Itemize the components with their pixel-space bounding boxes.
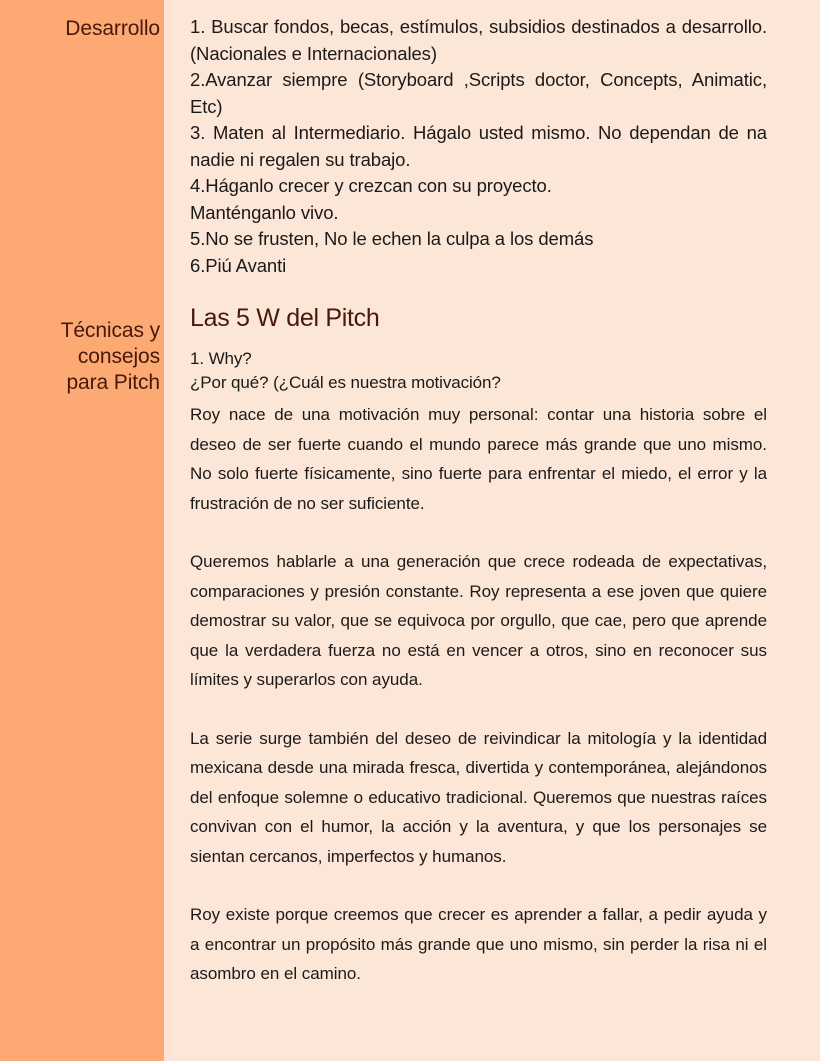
spacer	[190, 695, 767, 724]
sidebar-label-desarrollo-text: Desarrollo	[65, 17, 160, 40]
desarrollo-item-6: 6.Piú Avanti	[190, 254, 287, 276]
desarrollo-item-5: 5.No se frusten, No le echen la culpa a los demás	[190, 228, 594, 249]
spacer	[190, 871, 767, 900]
column-divider	[164, 0, 172, 1061]
pitch-question-number: 1. Why?	[190, 349, 252, 368]
desarrollo-item-2: 2.Avanzar siempre (Storyboard ,Scripts doctor, Concepts, Animatic, Etc)	[190, 69, 767, 117]
sidebar-label-desarrollo	[0, 16, 164, 42]
pitch-paragraph-2: Queremos hablarle a una generación que crece rodeada de expectativas, comparaciones y presión constante. Roy representa a ese joven que quiere demostrar su valor, que se equivoca por orgullo, que cae, pero que aprende que la verdadera fuerza no está en vencer a otros, sino en reconocer sus límites y superarlos con ayuda.	[190, 552, 767, 689]
sidebar-label-tecnicas-line-1: Técnicas y	[60, 319, 160, 342]
content-column	[172, 0, 820, 1061]
desarrollo-list	[190, 14, 767, 279]
sidebar-column	[0, 0, 164, 1061]
sidebar-label-tecnicas-consejos-para-pitch	[0, 318, 164, 396]
sidebar-label-tecnicas-line-3: para Pitch	[66, 371, 160, 394]
sidebar-label-tecnicas-line-2: consejos	[77, 345, 160, 368]
pitch-paragraph-1: Roy nace de una motivación muy personal: contar una historia sobre el deseo de ser fuerte cuando el mundo parece más grande que uno mismo. No solo fuerte físicamente, sino fuerte para enfrentar el miedo, el error y la frustración de no ser suficiente.	[190, 405, 767, 513]
pitch-section-heading: Las 5 W del Pitch	[190, 304, 380, 332]
desarrollo-item-3: 3. Maten al Intermediario. Hágalo usted mismo. No dependan de na nadie ni regalen su trabajo.	[190, 122, 767, 170]
pitch-question-subtitle: ¿Por qué? (¿Cuál es nuestra motivación?	[190, 373, 501, 392]
content-inner	[190, 0, 767, 989]
pitch-paragraph-4: Roy existe porque creemos que crecer es aprender a fallar, a pedir ayuda y a encontrar un propósito más grande que uno mismo, sin perder la risa ni el asombro en el camino.	[190, 905, 767, 983]
desarrollo-item-1: 1. Buscar fondos, becas, estímulos, subsidios destinados a desarrollo. (Nacionales e Internacionales)	[190, 16, 767, 64]
desarrollo-item-4-continuation: Manténganlo vivo.	[190, 201, 339, 223]
desarrollo-item-4: 4.Háganlo crecer y crezcan con su proyecto.	[190, 175, 552, 196]
pitch-paragraph-3: La serie surge también del deseo de reivindicar la mitología y la identidad mexicana desde una mirada fresca, divertida y contemporánea, alejándonos del enfoque solemne o educativo tradicional. Queremos que nuestras raíces convivan con el humor, la acción y la aventura, y que los personajes se sientan cercanos, imperfectos y humanos.	[190, 728, 767, 866]
spacer	[190, 518, 767, 547]
